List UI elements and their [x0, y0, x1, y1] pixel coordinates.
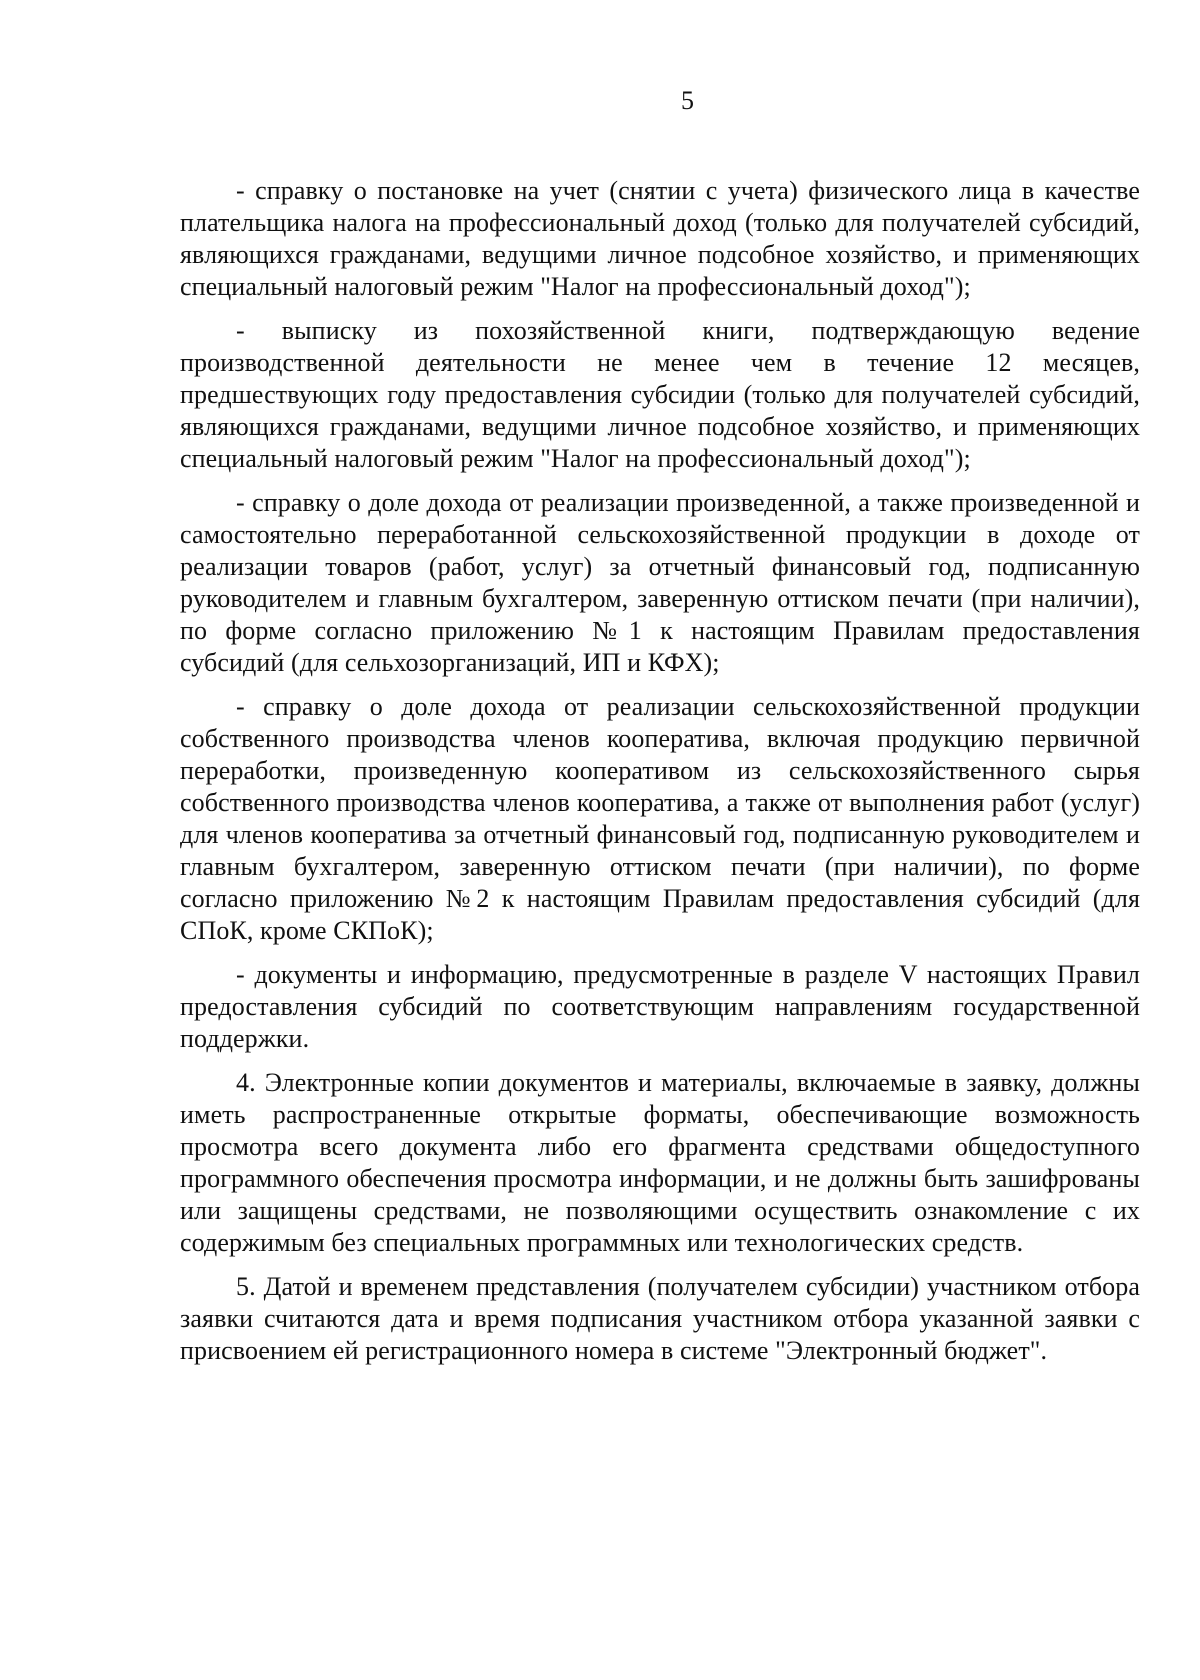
paragraph-income-share-certificate-cooperatives: - справку о доле дохода от реализации сельскохозяйственной продукции собственного производства членов кооператива, включая продукцию первичной переработки, произведенную кооперативом из сельскохозяйственного сырья собственного производства членов кооператива, а также от выполнения работ (услуг) для членов кооператива за отчетный финансовый год, подписанную руководителем и главным бухгалтером, заверенную оттиском печати (при наличии), по форме согласно приложению №2 к настоящим Правилам предоставления субсидий (для СПоК, кроме СКПоК); — [180, 692, 1140, 945]
paragraph-tax-registration-certificate: - справку о постановке на учет (снятии с учета) физического лица в качестве плательщика налога на профессиональный доход (только для получателей субсидий, являющихся гражданами, ведущими личное подсобное хозяйство, и применяющих специальный налоговый режим "Налог на профессиональный доход"); — [180, 176, 1140, 301]
page-number: 5 — [681, 86, 694, 115]
document-body — [180, 175, 1140, 1379]
paragraph-submission-date: 5. Датой и временем представления (получателем субсидии) участником отбора заявки считаются дата и время подписания участником отбора указанной заявки с присвоением ей регистрационного номера в системе "Электронный бюджет". — [180, 1272, 1140, 1365]
paragraph-section-v-documents: - документы и информацию, предусмотренные в разделе V настоящих Правил предоставления субсидий по соответствующим направлениям государственной поддержки. — [180, 960, 1140, 1053]
paragraph-electronic-copies: 4. Электронные копии документов и материалы, включаемые в заявку, должны иметь распространенные открытые форматы, обеспечивающие возможность просмотра всего документа либо его фрагмента средствами общедоступного программного обеспечения просмотра информации, и не должны быть зашифрованы или защищены средствами, не позволяющими осуществить ознакомление с их содержимым без специальных программных или технологических средств. — [180, 1068, 1140, 1257]
paragraph-household-book-extract: - выписку из похозяйственной книги, подтверждающую ведение производственной деятельности не менее чем в течение 12 месяцев, предшествующих году предоставления субсидии (только для получателей субсидий, являющихся гражданами, ведущими личное подсобное хозяйство, и применяющих специальный налоговый режим "Налог на профессиональный доход"); — [180, 316, 1140, 473]
paragraph-income-share-certificate-farms: - справку о доле дохода от реализации произведенной, а также произведенной и самостоятельно переработанной сельскохозяйственной продукции в доходе от реализации товаров (работ, услуг) за отчетный финансовый год, подписанную руководителем и главным бухгалтером, заверенную оттиском печати (при наличии), по форме согласно приложению №1 к настоящим Правилам предоставления субсидий (для сельхозорганизаций, ИП и КФХ); — [180, 488, 1140, 677]
